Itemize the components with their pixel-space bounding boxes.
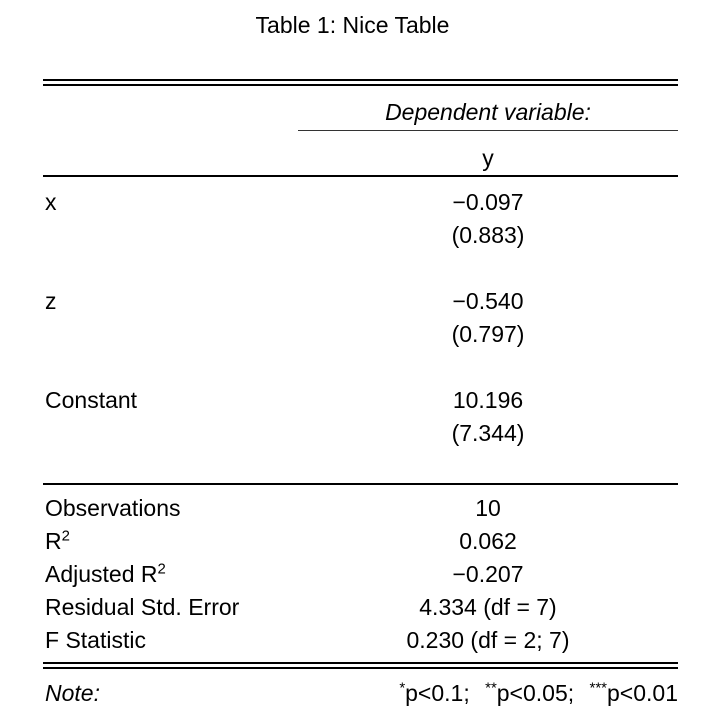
- sig-level-1: [590, 680, 678, 706]
- top-double-rule: [43, 79, 678, 86]
- coef-estimate: −0.097: [452, 189, 524, 215]
- stat-label: [43, 525, 298, 558]
- sig-stars: ***: [589, 679, 607, 697]
- stat-label-text: Observations: [45, 495, 181, 521]
- sig-stars: **: [485, 679, 497, 697]
- note-label: Note:: [45, 680, 100, 706]
- coef-row-constant-stderror: [43, 417, 678, 450]
- sig-text: p<0.01: [607, 680, 678, 706]
- dependent-variable-name-row: [43, 131, 678, 175]
- dependent-variable-name: y: [482, 145, 494, 171]
- sig-stars: *: [399, 679, 406, 697]
- row-spacer: [43, 351, 678, 384]
- sig-level-10: [399, 680, 469, 706]
- stat-label-text: Adjusted R: [45, 561, 158, 587]
- stat-row-r2: [43, 525, 678, 558]
- coef-label: Constant: [45, 387, 138, 413]
- dependent-variable-label: Dependent variable:: [298, 99, 678, 131]
- stat-value: 10: [475, 495, 501, 521]
- significance-legend: [298, 677, 678, 710]
- regression-table: [43, 79, 678, 710]
- dep-header-spacer: [43, 99, 298, 131]
- stat-value: 4.334 (df = 7): [419, 594, 557, 620]
- stat-row-adjusted-r2: [43, 558, 678, 591]
- stat-label-text: R: [45, 528, 62, 554]
- statistics-section: [43, 492, 678, 657]
- coef-label: x: [45, 189, 57, 215]
- statistics-rule: [43, 483, 678, 485]
- coef-std-error: (7.344): [451, 420, 525, 446]
- stat-row-residual-std-error: [43, 591, 678, 624]
- coef-std-error: (0.797): [451, 321, 525, 347]
- stat-value: −0.207: [452, 561, 524, 587]
- coef-estimate: 10.196: [452, 387, 524, 413]
- stat-label: [43, 624, 298, 657]
- row-spacer: [43, 252, 678, 285]
- coef-row-constant-estimate: [43, 384, 678, 417]
- coef-row-z-estimate: [43, 285, 678, 318]
- coef-label-spacer: [43, 417, 298, 450]
- sig-text: p<0.05;: [496, 680, 575, 706]
- stat-label-sup: 2: [157, 560, 166, 578]
- stat-label-sup: 2: [61, 527, 70, 545]
- coef-row-z-stderror: [43, 318, 678, 351]
- stat-value: 0.230 (df = 2; 7): [406, 627, 570, 653]
- stat-label: [43, 591, 298, 624]
- stat-label: [43, 558, 298, 591]
- sig-level-5: [485, 680, 574, 706]
- row-spacer: [43, 450, 678, 483]
- coef-label-spacer: [43, 318, 298, 351]
- dep-name-spacer: [43, 145, 298, 171]
- coef-row-x-estimate: [43, 186, 678, 219]
- sig-text: p<0.1;: [405, 680, 470, 706]
- coef-estimate: −0.540: [452, 288, 524, 314]
- stat-label-text: Residual Std. Error: [45, 594, 240, 620]
- dependent-variable-header-row: [43, 99, 678, 131]
- coefficients-section: [43, 186, 678, 483]
- note-row: [43, 677, 678, 710]
- stat-label-text: F Statistic: [45, 627, 146, 653]
- coef-row-x-stderror: [43, 219, 678, 252]
- stat-label: [43, 492, 298, 525]
- stat-value: 0.062: [459, 528, 517, 554]
- stat-row-f-statistic: [43, 624, 678, 657]
- coef-std-error: (0.883): [451, 222, 525, 248]
- header-rule: [43, 175, 678, 177]
- coef-label-spacer: [43, 219, 298, 252]
- coef-label: z: [45, 288, 57, 314]
- bottom-double-rule: [43, 662, 678, 669]
- table-caption: Table 1: Nice Table: [255, 12, 450, 38]
- stat-row-observations: [43, 492, 678, 525]
